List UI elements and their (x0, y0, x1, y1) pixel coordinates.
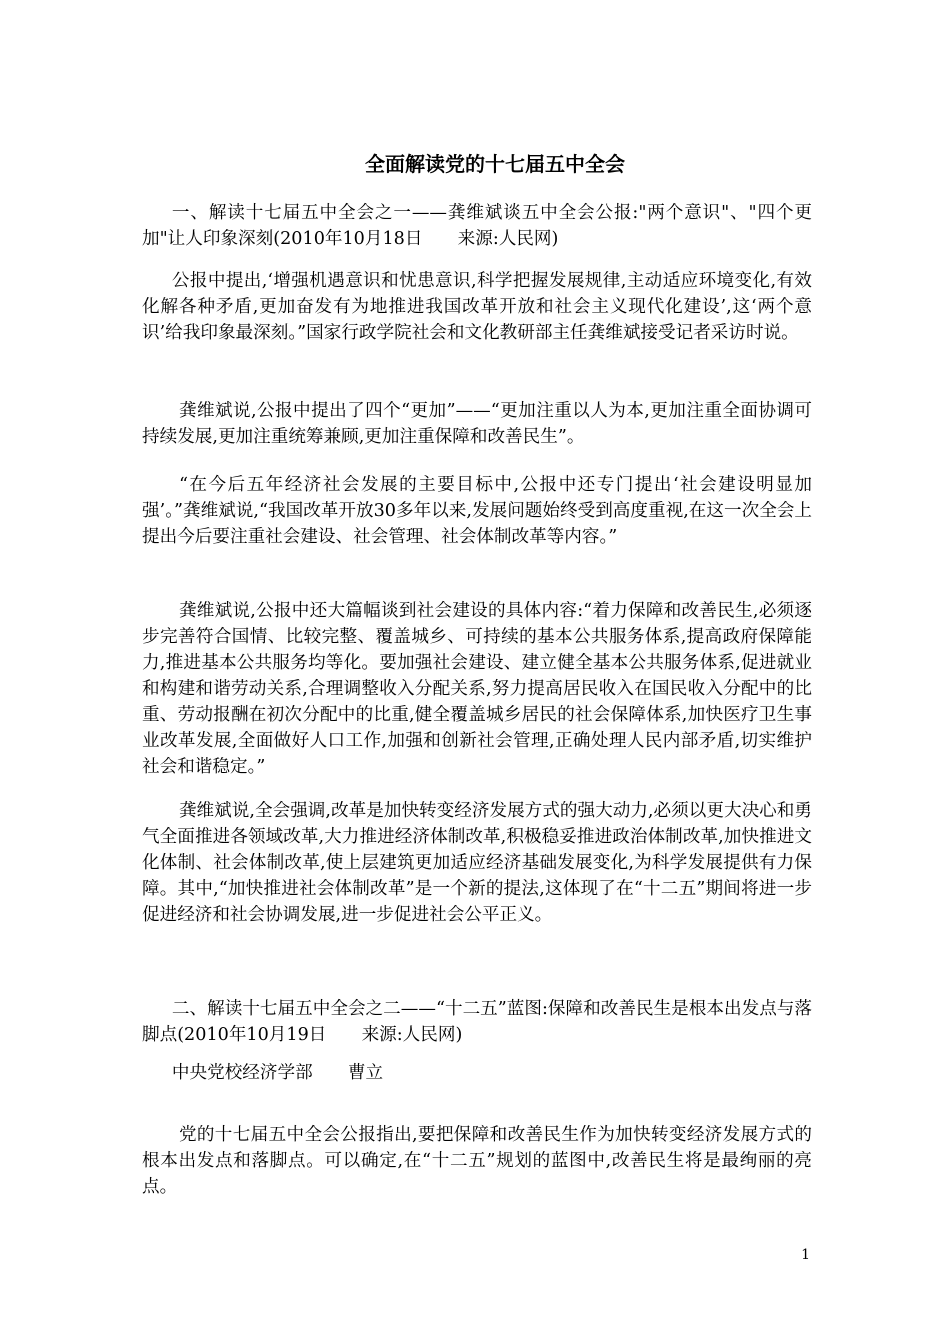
paragraph: 龚维斌说,公报中提出了四个“更加”——“更加注重以人为本,更加注重全面协调可持续发展,更加注重统筹兼顾,更加注重保障和改善民生”。 (142, 401, 812, 447)
paragraph: 龚维斌说,全会强调,改革是加快转变经济发展方式的强大动力,必须以更大决心和勇气全面推进各领域改革,大力推进经济体制改革,积极稳妥推进政治体制改革,加快推进文化体制、社会体制改革,使上层建筑更加适应经济基础发展变化,为科学发展提供有力保障。其中,“加快推进社会体制改革”是一个新的提法,这体现了在“十二五”期间将进一步促进经济和社会协调发展,进一步促进社会公平正义。 (142, 801, 812, 925)
author-line: 中央党校经济学部 曹立 (171, 1063, 384, 1083)
page-number: 1 (801, 1247, 810, 1263)
section-heading-2: 二、解读十七届五中全会之二——“十二五”蓝图:保障和改善民生是根本出发点与落脚点(2010年10月19日 来源:人民网) (142, 999, 812, 1045)
paragraph: 党的十七届五中全会公报指出,要把保障和改善民生作为加快转变经济发展方式的根本出发点和落脚点。可以确定,在“十二五”规划的蓝图中,改善民生将是最绚丽的亮点。 (142, 1125, 812, 1197)
paragraph: 龚维斌说,公报中还大篇幅谈到社会建设的具体内容:“着力保障和改善民生,必须逐步完善符合国情、比较完整、覆盖城乡、可持续的基本公共服务体系,提高政府保障能力,推进基本公共服务均等化。要加强社会建设、建立健全基本公共服务体系,促进就业和构建和谐劳动关系,合理调整收入分配关系,努力提高居民收入在国民收入分配中的比重、劳动报酬在初次分配中的比重,健全覆盖城乡居民的社会保障体系,加快医疗卫生事业改革发展,全面做好人口工作,加强和创新社会管理,正确处理人民内部矛盾,切实维护社会和谐稳定。” (142, 601, 812, 777)
paragraph: “在今后五年经济社会发展的主要目标中,公报中还专门提出‘社会建设明显加强’。”龚维斌说,“我国改革开放30多年以来,发展问题始终受到高度重视,在这一次全会上提出今后要注重社会建设、社会管理、社会体制改革等内容。” (142, 475, 812, 547)
section-heading-1: 一、解读十七届五中全会之一——龚维斌谈五中全会公报:"两个意识"、"四个更加"让人印象深刻(2010年10月18日 来源:人民网) (142, 203, 812, 249)
document-title: 全面解读党的十七届五中全会 (365, 152, 625, 176)
paragraph: 公报中提出,‘增强机遇意识和忧患意识,科学把握发展规律,主动适应环境变化,有效化解各种矛盾,更加奋发有为地推进我国改革开放和社会主义现代化建设’,这‘两个意识’给我印象最深刻。”国家行政学院社会和文化教研部主任龚维斌接受记者采访时说。 (142, 271, 812, 343)
